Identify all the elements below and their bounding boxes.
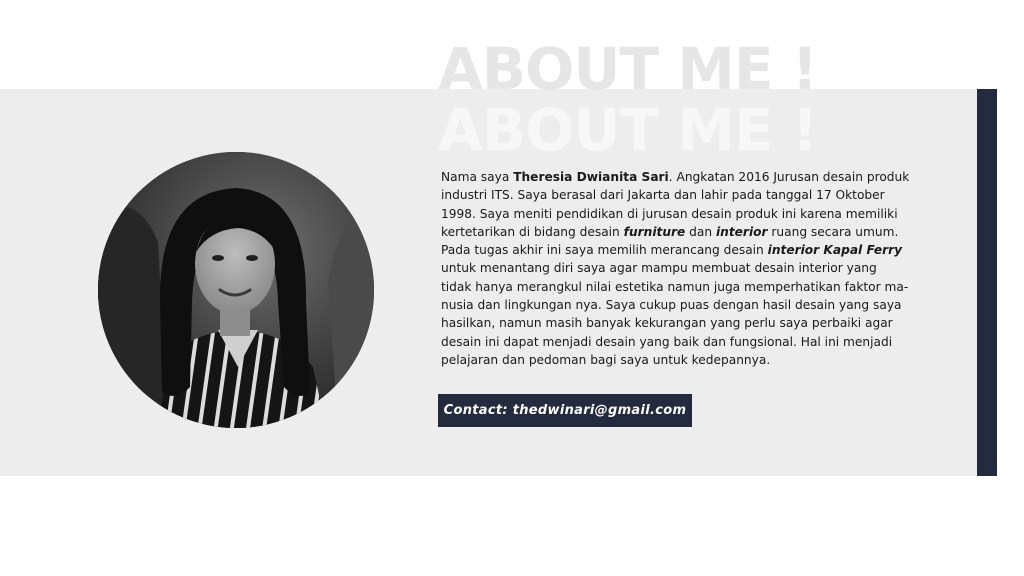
profile-photo	[98, 152, 374, 428]
accent-side-bar	[977, 89, 997, 476]
portrait-image	[98, 152, 374, 428]
bio-term-furniture: furniture	[623, 224, 686, 239]
bio-text: Nama saya Theresia Dwianita Sari. Angkatan 2016 Jurusan desain produk industri ITS. Saya berasal dari Jakarta dan lahir pada tanggal 17 Oktober 1998. Saya meniti pendidikan di jurusan desain produk ini karena memiliki kertetarikan di bidang desain furniture dan interior ruang secara umum. Pada tugas akhir ini saya memilih merancang desain interior Kapal Ferry untuk menantang diri saya agar mampu membuat desain interior yang tidak hanya merangkul nilai estetika namun juga memperhatikan faktor ma-nusia dan lingkungan nya. Saya cukup puas dengan hasil desain yang saya hasilkan, namun masih banyak kekurangan yang perlu saya perbaiki agar desain ini dapat menjadi desain yang baik dan fungsional. Hal ini menjadi pelajaran dan pedoman bagi saya untuk kedepannya.	[441, 170, 910, 367]
contact-email-button[interactable]: Contact: thedwinari@gmail.com	[438, 394, 692, 427]
bio-term-interior: interior	[715, 224, 768, 239]
page-title: ABOUT ME !	[438, 96, 818, 164]
bio-term-interior-kapal: interior Kapal Ferry	[767, 243, 903, 258]
page-title-shadow: ABOUT ME !	[438, 35, 818, 103]
bio-name: Theresia Dwianita Sari	[513, 170, 669, 184]
